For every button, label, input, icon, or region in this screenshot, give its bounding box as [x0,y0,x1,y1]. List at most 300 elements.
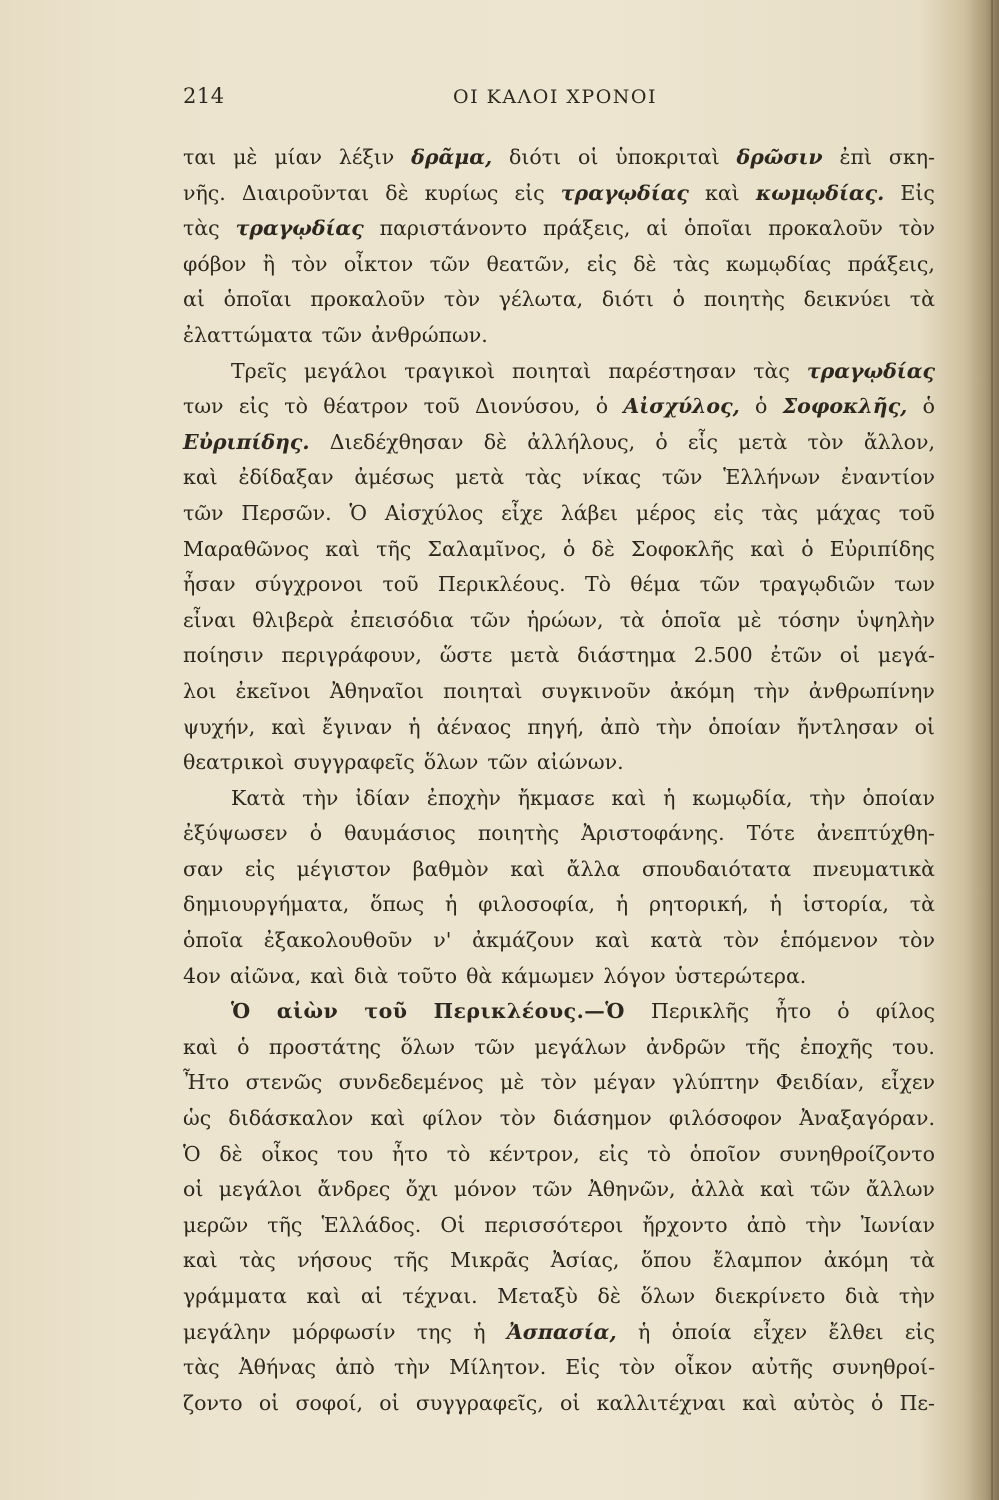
word: Μεταξὺ [497,1284,578,1308]
word: Ἀριστοφάνης. [581,821,725,846]
word: μεγάλην [183,1319,271,1344]
word: γέλωτα, [498,287,584,312]
word: ὁ [595,394,609,419]
word: ἀκμάζουν [472,928,575,953]
word: στενῶς [245,1070,323,1095]
word: αὐτῆς [751,1355,813,1380]
word: ἡ [637,1319,651,1344]
word: διάσημον [553,1106,652,1131]
word: ἐποχὴν [426,785,501,810]
word: γλύπτην [672,1070,760,1095]
word: τῶν [487,750,528,775]
word: νῆς. [183,180,226,205]
word: συνηθροί- [832,1355,935,1380]
word: Μαραθῶνος [183,536,310,561]
word: ἀπὸ [746,1212,787,1237]
word: προκαλοῦν [310,287,426,312]
word: μὲ [500,1070,525,1095]
word: ἐξακολουθοῦν [263,928,413,953]
word: ἡ [769,892,782,917]
word: ὁποῖα [661,607,722,632]
word: ἦτο [775,999,812,1024]
word: Φειδίαν, [775,1070,865,1095]
word: Οἱ [440,1212,466,1237]
text-line [183,176,935,212]
word: οἱ [578,145,599,169]
word: ὁ [672,287,685,312]
word: ἀπὸ [600,714,640,739]
text-line [183,638,935,674]
text-line [183,460,935,496]
word: τῶν [809,1177,851,1202]
text-line [183,318,935,354]
text-line [183,425,935,461]
word: φίλος [875,999,935,1024]
word: του. [892,1034,935,1059]
word: ἐπεισόδια [350,607,454,632]
word: των [894,572,935,597]
word: ἀπὸ [335,1355,375,1380]
word: ὥστε [439,643,493,668]
word: ὁ [655,429,668,454]
word: καὶ [370,1106,406,1131]
word: μετὰ [510,643,560,668]
word: Ἀσίας, [550,1248,620,1273]
word: μεγά- [877,643,935,668]
word: τὴν [898,1284,935,1308]
word: ποίησιν [183,643,264,668]
word: ἱστορία, [802,892,889,917]
word: ἐποχῆς [799,1034,873,1059]
word: Περικλέους.—Ὁ [433,999,625,1024]
word: καὶ [310,963,345,988]
word: προστάτης [268,1034,382,1059]
word: δὲ [483,429,508,454]
word: τοῦ [898,500,935,525]
text-line [183,247,935,283]
word: ποιηταὶ [443,678,523,703]
word: θεατῶν, [486,251,571,276]
word: μὲ [737,607,762,632]
word: μόρφωσίν [292,1319,396,1344]
word: τὸν [807,429,844,454]
word: Περσῶν. [241,500,332,525]
word: Περικλῆς [650,999,750,1024]
word: ν' [433,928,452,953]
word: 4ον [183,963,221,988]
word: Ἀθήνας [238,1355,317,1380]
word: συγγραφεῖς, [415,1390,544,1415]
word: ἤκμασε [517,785,595,810]
word: δρᾶμα, [411,145,493,169]
word: τὸ [647,1141,671,1166]
word: Ἀσπασία, [506,1319,617,1344]
word: ἡ [663,785,676,810]
word: καὶ [611,785,647,810]
word: θέμα [630,572,681,597]
word: ποιηταὶ [511,358,592,383]
word: ἔγιναν [322,714,393,739]
word: βαθμὸν [412,856,489,881]
word: καὶ [183,465,218,490]
word: ἀνδρῶν [646,1034,726,1059]
page-gutter-shadow [965,0,999,1500]
word: Εἰς [900,180,935,205]
word: της [416,1319,452,1344]
word: διάστημα [577,643,677,668]
word: θέατρον [323,394,409,419]
word: εἰς [514,180,545,205]
word: ὅλων [400,1034,455,1059]
text-line [183,852,935,888]
word: δημιουργήματα, [183,892,350,917]
word: ἐπὶ [839,145,873,169]
text-line [183,354,935,390]
word: τὰς [761,500,799,525]
word: εἰς [238,394,269,419]
word: Τρεῖς [231,358,287,383]
word: ὁ [922,394,935,419]
word: Ὁ [183,1141,201,1166]
text-line [183,816,935,852]
word: ἐναντίον [841,465,935,490]
word: καὶ [742,1390,777,1415]
word: τὸν [499,1106,536,1131]
word: ἐξύψωσεν [183,821,288,846]
word: συνδεδεμένος [338,1070,484,1095]
word: τὰς [672,251,710,276]
word: οἱ [560,1390,581,1415]
word: αἰῶνα, [229,963,302,988]
word: τραγῳδίας [560,180,689,205]
text-line [183,1137,935,1173]
word: τραγῳδιῶν [759,572,876,597]
word: τὰς [239,1248,276,1273]
word: καλλιτέχναι [596,1390,727,1415]
word: ἑπόμενον [780,928,879,953]
word: καὶ [183,1248,218,1273]
text-line [183,1101,935,1137]
word: Περικλέους. [437,572,566,597]
word: συγκινοῦν [541,678,651,703]
word: ὁποῖα [183,928,244,953]
word: Ὁ [231,999,251,1024]
word: σκη- [888,145,935,169]
word: τὸν [619,1355,656,1380]
word: ποιητὴς [477,821,560,846]
word: ποιητὴς [703,287,785,312]
word: οἶκον [674,1355,733,1380]
word: ἀνθρώπων. [371,322,488,347]
page-number: 214 [183,84,225,108]
word: παρέστησαν [608,358,737,383]
word: ἄλλον, [863,429,935,454]
word: εἰς [244,856,276,881]
word: τὰ [909,287,935,312]
text-line [183,959,935,995]
word: τῶν [532,1177,573,1202]
word: δὲ [219,1141,243,1166]
word: λοι [183,678,217,703]
word: ὑστερώτερα. [674,963,807,988]
text-line [183,674,935,710]
word: ὁποίαν [862,785,935,810]
word: τὸν [443,287,481,312]
word: ἔλθει [828,1319,884,1344]
word: μετὰ [455,465,505,490]
word: τοῦ [423,394,460,419]
body-text [183,140,935,1421]
word: δὲ [385,180,409,205]
word: Ἀθηνῶν, [587,1177,676,1202]
word: ἦσαν [183,572,236,597]
text-line [183,1172,935,1208]
word: τὴν [805,1212,842,1237]
page-gutter-edge [991,0,993,1500]
word: διότι [509,145,562,169]
word: φίλον [422,1106,483,1131]
word: ἀμέσως [354,465,435,490]
word: κωμῳδία, [692,785,793,810]
word: Ἰωνίαν [860,1212,935,1237]
word: αὐτὸς [793,1390,855,1415]
word: ἀκόμη [823,1248,889,1273]
word: τῶν [661,465,703,490]
word: ἀλλήλους, [527,429,636,454]
word: ὁποία [671,1319,732,1344]
word: τέχναι. [402,1284,478,1308]
word: οἶκτον [343,251,414,276]
word: ὁποῖαι [684,216,753,241]
word: ὁποῖαι [223,287,292,312]
word: σοφοί, [295,1390,364,1415]
word: διὰ [845,1284,880,1308]
word: εἶχεν [880,1070,935,1095]
word: τὰς [183,1355,220,1380]
word: τῶν [321,322,363,347]
word: αἱ [360,1284,383,1308]
word: τὴν [656,714,693,739]
word: μόνον [453,1177,517,1202]
word: νήσους [297,1248,373,1273]
word: αἰὼν [276,999,339,1024]
word: ζοντο [183,1390,243,1415]
word: ἤντλησαν [796,714,899,739]
word: Μίλητον. [449,1355,547,1380]
word: περιγράφουν, [281,643,422,668]
word: ἐκεῖνοι [235,678,311,703]
word: τὸν [898,216,935,241]
word: κέντρον, [489,1141,580,1166]
word: οἱ [839,643,861,668]
word: πράξεις, [847,251,935,276]
word: τὰ [909,1248,935,1273]
word: Διαιροῦνται [241,180,370,205]
word: ὁ [870,1390,884,1415]
word: ἄλλα [566,856,621,881]
word: τὸ [446,1141,471,1166]
word: παριστάνοντο [379,216,528,241]
word: Ἑλλάδος. [321,1212,422,1237]
word: λόγον [603,963,666,988]
word: τῆς [267,1212,303,1237]
word: ἀνθρωπίνην [808,678,935,703]
word: γράμματα [183,1284,287,1308]
word: τῆς [393,1248,429,1273]
text-line [183,1350,935,1386]
word: τῶν [474,1034,515,1059]
word: σπουδαιότατα [641,856,792,881]
word: τὸ [284,394,308,419]
text-line [183,781,935,817]
word: αἱ [183,287,205,312]
word: ἡ [444,892,458,917]
word: ἐτῶν [770,643,822,668]
word: ὁ [801,536,814,561]
word: καὶ [510,856,546,881]
word: τὰ [909,892,935,917]
word: Διονύσου, [475,394,581,419]
running-title: ΟΙ ΚΑΛΟΙ ΧΡΟΝΟΙ [453,86,657,108]
word: οἱ [914,714,935,739]
word: οἶκος [261,1141,319,1166]
word: τὴν [809,785,846,810]
word: ἐδίδαξαν [238,465,334,490]
word: ὅπου [640,1248,692,1273]
word: ὡς [183,1106,212,1131]
text-line [183,745,935,781]
word: εἰς [904,1319,935,1344]
word: ἡ [615,892,629,917]
word: θαυμάσιος [344,821,456,846]
word: ὁ [755,394,768,419]
word: Τὸ [584,572,611,597]
word: Πε- [899,1390,935,1415]
word: σαν [183,856,224,881]
word: κωμῳδίας. [755,180,885,205]
word: λέξιν [338,145,395,169]
text-line [183,1208,935,1244]
word: τῆς [745,1034,781,1059]
word: μέγαν [593,1070,656,1095]
word: προκαλοῦν [768,216,883,241]
word: ρητορική, [648,892,749,917]
word: ἀκόμη [669,678,735,703]
word: εἷς [687,429,718,454]
text-line [183,1243,935,1279]
word: ὅλων [423,750,479,775]
word: τοῦτο [397,963,458,988]
text-line [183,1315,935,1351]
word: δεικνύει [803,287,892,312]
page-header [183,84,938,124]
word: κυρίως [424,180,499,205]
word: διεκρίνετο [714,1284,826,1308]
word: δὲ [591,536,615,561]
word: ἡ [408,714,421,739]
word: κωμῳδίας [725,251,832,276]
word: μεγάλων [534,1034,627,1059]
word: ἔλαμπον [712,1248,803,1273]
word: ὁ [562,536,576,561]
word: τοῦ [364,999,408,1024]
text-line [183,282,935,318]
word: ἀνεπτύχθη- [816,821,935,846]
word: σύγχρονοι [254,572,364,597]
word: εἶχεν [752,1319,808,1344]
word: τὸν [291,251,328,276]
word: μάχας [815,500,881,525]
word: κάμωμεν [501,963,595,988]
word: θλιβερὰ [252,607,334,632]
word: τῶν [183,500,224,525]
word: εἰς [598,1141,629,1166]
word: περισσότεροι [484,1212,624,1237]
word: καὶ [306,1284,342,1308]
word: ὁποῖον [689,1141,761,1166]
word: φόβον [183,251,247,276]
word: ὁ [237,1034,250,1059]
word: τὰς [525,465,562,490]
word: διότι [601,287,654,312]
text-line [183,887,935,923]
word: καὶ [595,928,630,953]
word: ἐλαττώματα [183,322,313,347]
word: ἢ [262,251,276,276]
word: ὄχι [405,1177,439,1202]
word: συνηθροίζοντο [779,1141,935,1166]
word: ἰδίαν [355,785,410,810]
word: μὲ [233,145,258,169]
word: νίκας [582,465,642,490]
word: ὅλων [640,1284,696,1308]
word: δρῶσιν [736,145,823,169]
word: αἱ [646,216,669,241]
word: ὁποίαν [708,714,781,739]
word: λάβει [560,500,619,525]
word: τοῦ [382,572,419,597]
word: δὲ [633,251,657,276]
word: τραγῳδίας [235,216,364,241]
word: τόσην [777,607,841,632]
word: Διεδέχθησαν [329,429,464,454]
word: Ἑλλήνων [723,465,821,490]
word: Ἀναξαγόραν. [799,1106,935,1131]
word: φιλόσοφον [668,1106,783,1131]
word: Μικρᾶς [450,1248,530,1273]
word: ἄλλων [865,1177,935,1202]
word: Ἦτο [183,1070,230,1095]
word: ὁ [309,821,323,846]
word: Κατὰ [231,785,286,810]
word: ὑποκριταὶ [615,145,720,169]
word: τραγικοὶ [404,358,495,383]
word: τὰ [619,607,645,632]
text-line [183,496,935,532]
word: ὅπως [370,892,425,917]
word: συγγραφεῖς [293,750,415,775]
word: κατὰ [650,928,703,953]
word: Σοφοκλῆς, [782,394,908,419]
word: οἱ [183,1177,204,1202]
text-line [183,567,935,603]
word: μεγάλοι [218,1177,303,1202]
word: 2.500 [693,643,753,668]
word: τῶν [699,572,741,597]
word: διδάσκαλον [228,1106,354,1131]
word: εἶναι [183,607,237,632]
word: τραγῳδίας [806,358,935,383]
